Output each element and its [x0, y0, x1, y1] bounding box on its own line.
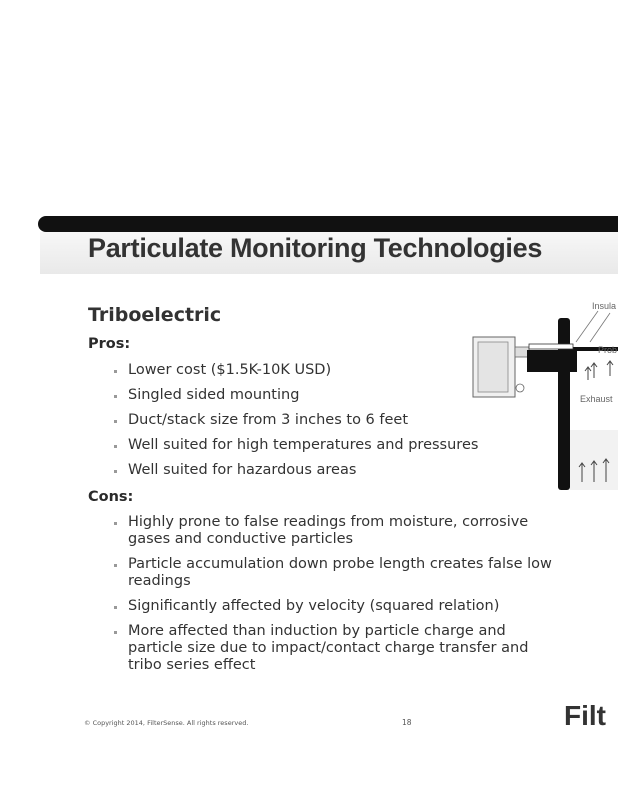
cons-label: Cons:: [88, 489, 134, 505]
leader-line: [576, 311, 598, 342]
list-item: Duct/stack size from 3 inches to 6 feet: [112, 412, 492, 429]
exhaust-label: Exhaust: [580, 394, 613, 404]
sensor-panel: [478, 342, 508, 392]
flow-arrows-upper: [585, 361, 613, 380]
list-item: Well suited for high temperatures and pressures: [112, 437, 492, 454]
page-number: 18: [402, 718, 412, 727]
list-item: Lower cost ($1.5K-10K USD): [112, 362, 492, 379]
list-item: Well suited for hazardous areas: [112, 462, 492, 479]
list-item: More affected than induction by particle charge and particle size due to impact/contact charge transfer and tribo series effect: [112, 623, 562, 674]
probe-diagram-svg: [470, 290, 618, 500]
copyright-text: © Copyright 2014, FilterSense. All rights reserved.: [84, 719, 249, 727]
cons-list: [112, 514, 562, 682]
list-item: Particle accumulation down probe length creates false low readings: [112, 556, 562, 590]
probe-label: Prob: [598, 345, 618, 355]
slide-title: Particulate Monitoring Technologies: [88, 233, 543, 263]
pros-list: [112, 362, 492, 487]
insulator: [529, 344, 573, 349]
company-logo: Filt: [564, 700, 606, 731]
title-top-bar: [38, 216, 618, 232]
list-item: Singled sided mounting: [112, 387, 492, 404]
probe-body: [527, 350, 577, 372]
pros-label: Pros:: [88, 336, 131, 352]
connector-icon: [516, 384, 524, 392]
leader-line: [590, 313, 610, 342]
section-heading: Triboelectric: [88, 304, 222, 326]
list-item: Highly prone to false readings from moisture, corrosive gases and conductive particles: [112, 514, 562, 548]
insulator-label: Insula: [592, 301, 617, 311]
mount-flange: [515, 347, 529, 357]
list-item: Significantly affected by velocity (squared relation): [112, 598, 562, 615]
triboelectric-probe-diagram: [470, 290, 618, 500]
